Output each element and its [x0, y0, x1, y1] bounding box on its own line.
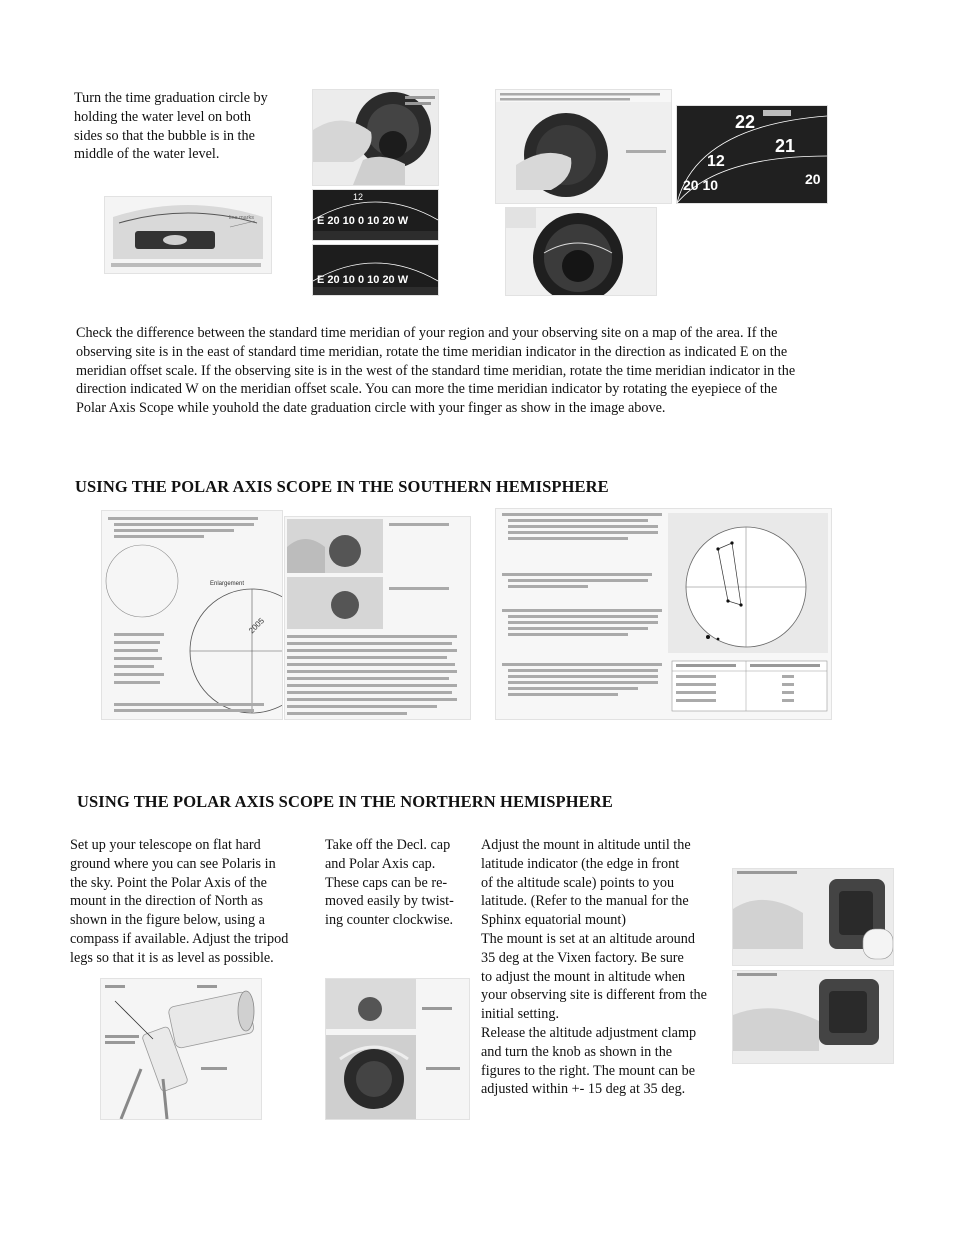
southern-reticle-diagram — [101, 510, 283, 720]
meridian-scale-image-2 — [312, 244, 439, 296]
svg-text:line marks: line marks — [229, 215, 255, 221]
altitude-clamp-image — [732, 868, 894, 966]
meridian-scale-label-2: E 20 10 0 10 20 W — [317, 274, 409, 286]
date-dial-image — [495, 89, 672, 204]
svg-text:20 10: 20 10 — [683, 177, 719, 193]
eyepiece-image — [505, 207, 657, 296]
svg-text:2005: 2005 — [247, 616, 266, 636]
northern-hemisphere-heading: USING THE POLAR AXIS SCOPE IN THE NORTHERN HEMISPHERE — [77, 792, 613, 811]
meridian-scale-icon — [313, 190, 438, 240]
date-dial-icon — [496, 90, 671, 203]
water-level-icon — [105, 197, 271, 273]
water-level-image — [104, 196, 272, 274]
octantis-star-chart-icon — [496, 509, 831, 719]
dial-hand-image — [312, 89, 439, 186]
intro-paragraph: Turn the time graduation circle by holding the water level on both sides so that the bubble is in the middle of the water level. — [74, 90, 268, 163]
svg-text:Enlargement: Enlargement — [210, 581, 245, 587]
svg-text:21: 21 — [775, 136, 796, 156]
north-step-1-text: Set up your telescope on flat hard ground where you can see Polaris in the sky. Point the Polar Axis of the mount in the direction of North as shown in the figure below, using a compass if available. Adjust the tripod legs so that it is as level as possible. — [70, 837, 289, 966]
north-step-3-text: Adjust the mount in altitude until the latitude indicator (the edge in front of the altitude scale) points to you latitude. (Refer to the manual for the Sphinx equatorial mount) The mount is set at an altitude around 35 deg at the Vixen factory. Be sure to adjust the mount in altitude when your observing site is different from the initial setting. Release the altitude adjustment clamp and turn the knob as shown in the figures to the right. The mount can be adjusted within +- 15 deg at 35 deg. — [481, 837, 707, 1098]
north-mount-image — [100, 978, 262, 1120]
svg-text:20: 20 — [805, 171, 821, 187]
southern-knobs-image — [284, 516, 471, 720]
mount-pointing-north-icon — [101, 979, 261, 1119]
eyepiece-icon — [506, 208, 656, 295]
reticle-icon — [102, 511, 282, 719]
meridian-scale-label-1: E 20 10 0 10 20 W — [317, 215, 409, 227]
meridian-scale-image-1 — [312, 189, 439, 241]
adjustment-knobs-icon — [285, 517, 470, 719]
north-caps-image — [325, 978, 470, 1120]
date-dial-zoom-image — [676, 105, 828, 204]
date-scale-icon — [677, 106, 827, 203]
octantis-chart-image — [495, 508, 832, 720]
altitude-knob-image — [732, 970, 894, 1064]
hand-dial-icon — [313, 90, 438, 185]
svg-text:22: 22 — [735, 112, 756, 132]
north-step-2-text: Take off the Decl. cap and Polar Axis cap. These caps can be re- moved easily by twist- ing counter clockwise. — [325, 837, 454, 929]
altitude-knob-icon — [733, 971, 893, 1063]
svg-text:12: 12 — [353, 192, 364, 202]
caps-icon — [326, 979, 469, 1119]
southern-hemisphere-heading: USING THE POLAR AXIS SCOPE IN THE SOUTHERN HEMISPHERE — [75, 477, 609, 496]
altitude-clamp-icon — [733, 869, 893, 965]
svg-text:12: 12 — [707, 153, 725, 170]
meridian-scale-icon — [313, 245, 438, 295]
meridian-paragraph: Check the difference between the standard time meridian of your region and your observing site on a map of the area. If the observing site is in the east of standard time meridian, rotate the time meridian indicator in the direction as indicated E on the meridian offset scale. If the observing site is in the west of the standard time meridian, rotate the time meridian indicator in the direction indicated W on the meridian offset scale. You can more the time meridian indicator by rotating the eyepiece of the Polar Axis Scope while youhold the date graduation circle with your finger as show in the image above. — [76, 325, 796, 417]
